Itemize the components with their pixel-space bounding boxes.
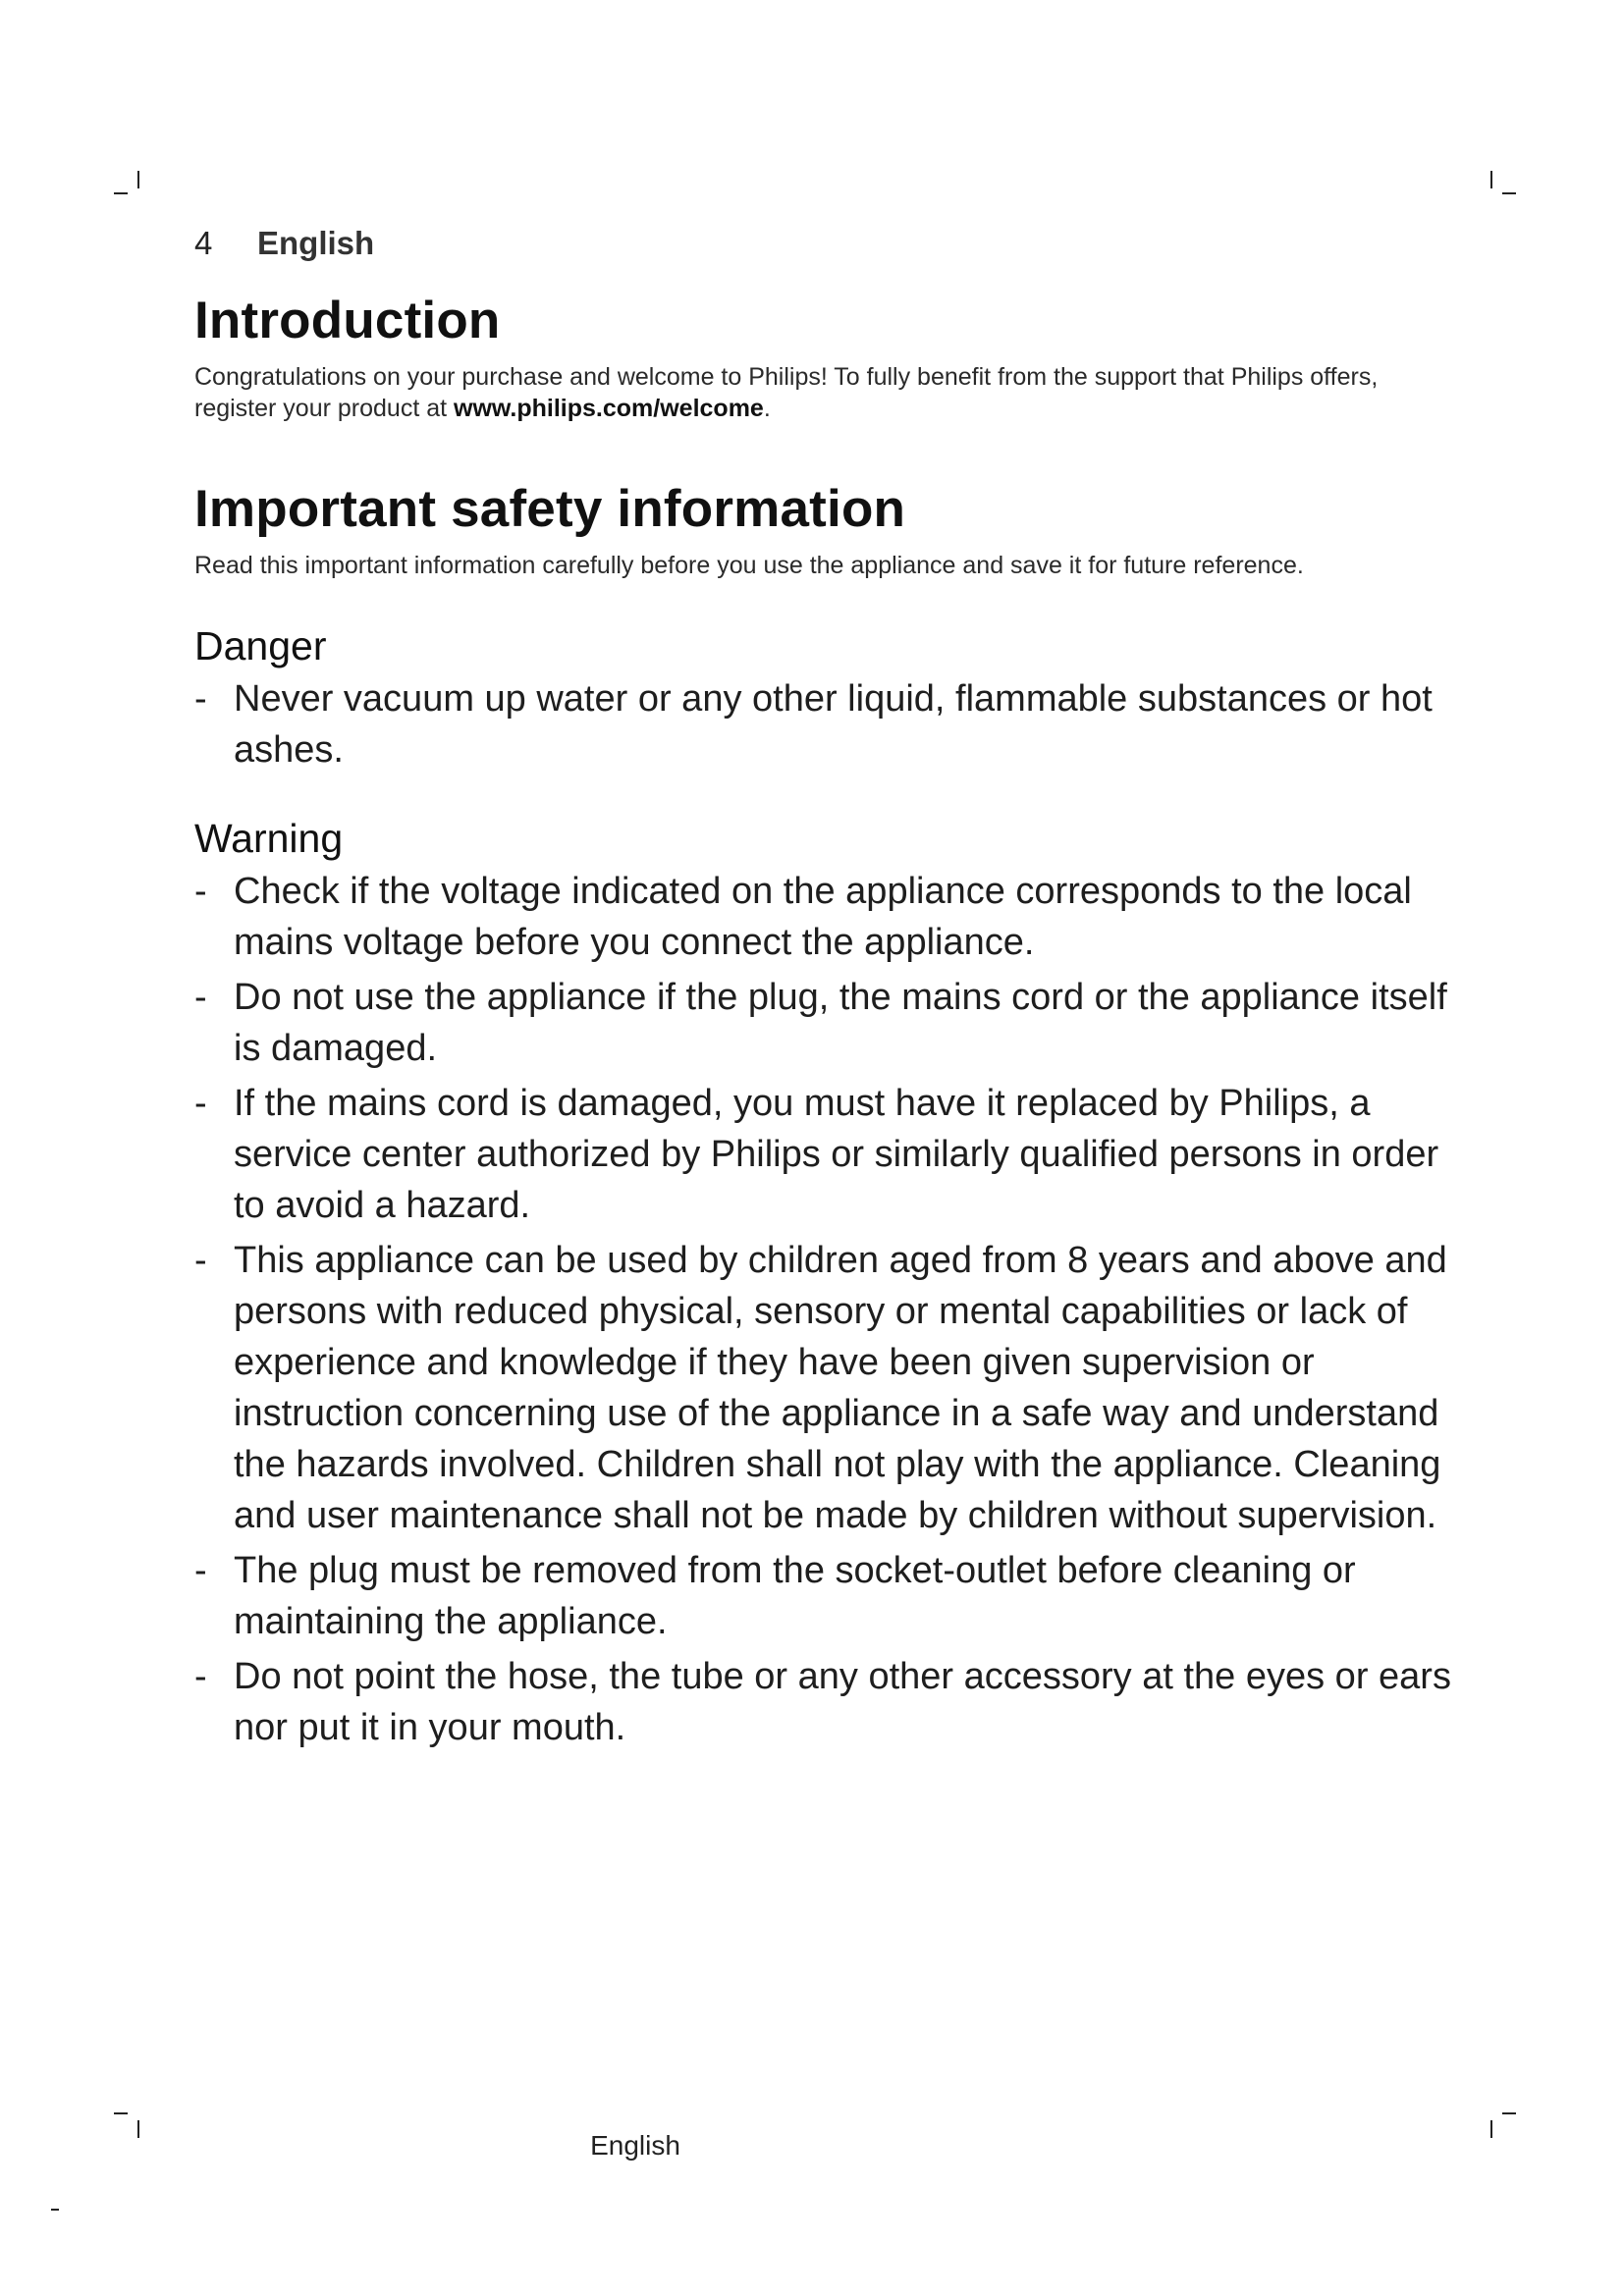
- header-language: English: [257, 225, 375, 261]
- danger-list: [194, 673, 1471, 775]
- bullet-dash: -: [194, 1656, 207, 1697]
- danger-title: Danger: [194, 623, 327, 668]
- introduction-text-after: .: [763, 395, 771, 422]
- introduction-title: Introduction: [194, 292, 501, 349]
- list-item-text: Never vacuum up water or any other liquid, flammable substances or hot ashes.: [234, 678, 1433, 771]
- bullet-dash: -: [194, 1240, 207, 1281]
- crop-mark-top-left-v: [137, 171, 139, 188]
- list-item: [194, 866, 1471, 968]
- crop-mark-top-left-h: [114, 192, 128, 194]
- list-item-text: Do not use the appliance if the plug, the mains cord or the appliance itself is damaged.: [234, 977, 1447, 1069]
- bullet-dash: -: [194, 1550, 207, 1591]
- crop-mark-bottom-left-h: [114, 2112, 128, 2114]
- warning-section: [194, 811, 1471, 1753]
- safety-intro: Read this important information carefully before you use the appliance and save it for future reference.: [194, 552, 1304, 579]
- welcome-link[interactable]: www.philips.com/welcome: [454, 395, 764, 422]
- list-item: [194, 972, 1471, 1074]
- list-item: [194, 673, 1471, 775]
- warning-title: Warning: [194, 816, 344, 861]
- list-item: [194, 1078, 1471, 1231]
- page-number: 4: [194, 225, 213, 261]
- bullet-dash: -: [194, 977, 207, 1018]
- bullet-dash: -: [194, 678, 207, 720]
- list-item-text: Do not point the hose, the tube or any other accessory at the eyes or ears nor put it in your mouth.: [234, 1656, 1451, 1748]
- page-header: [194, 224, 374, 263]
- crop-mark-bottom-left-small: [51, 2209, 59, 2211]
- warning-list: [194, 866, 1471, 1753]
- introduction-text: [194, 361, 1392, 424]
- introduction-text-before: Congratulations on your purchase and welcome to Philips! To fully benefit from the support that Philips offers, register your product at: [194, 363, 1379, 422]
- list-item-text: Check if the voltage indicated on the appliance corresponds to the local mains voltage before you connect the appliance.: [234, 871, 1412, 963]
- crop-mark-top-right-v: [1490, 171, 1492, 188]
- safety-title: Important safety information: [194, 480, 906, 538]
- list-item: [194, 1545, 1471, 1647]
- bullet-dash: -: [194, 871, 207, 912]
- list-item-text: The plug must be removed from the socket-outlet before cleaning or maintaining the appliance.: [234, 1550, 1356, 1642]
- page-footer: English: [590, 2130, 680, 2161]
- crop-mark-bottom-right-v: [1490, 2120, 1492, 2138]
- crop-mark-top-right-h: [1502, 192, 1516, 194]
- list-item: [194, 1235, 1471, 1541]
- list-item-text: If the mains cord is damaged, you must have it replaced by Philips, a service center authorized by Philips or similarly qualified persons in order to avoid a hazard.: [234, 1083, 1439, 1226]
- list-item-text: This appliance can be used by children aged from 8 years and above and persons with reduced physical, sensory or mental capabilities or lack of experience and knowledge if they have been given supervision or instruction concerning use of the appliance in a safe way and understand the hazards involved. Children shall not play with the appliance. Cleaning and user maintenance shall not be made by children without supervision.: [234, 1240, 1447, 1536]
- page-content: [194, 287, 1471, 1757]
- crop-mark-bottom-right-h: [1502, 2112, 1516, 2114]
- list-item: [194, 1651, 1471, 1753]
- bullet-dash: -: [194, 1083, 207, 1124]
- danger-section: [194, 618, 1471, 775]
